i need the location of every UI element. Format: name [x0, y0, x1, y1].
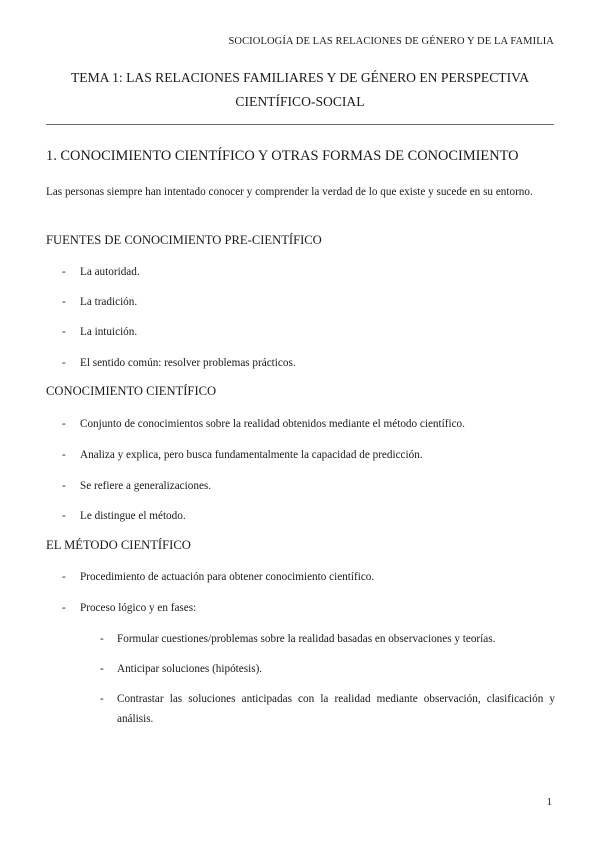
bullet-dash: -	[62, 296, 66, 308]
bullet-dash: -	[100, 663, 104, 675]
section-title: 1. CONOCIMIENTO CIENTÍFICO Y OTRAS FORMAS DE CONOCIMIENTO	[46, 148, 519, 164]
page-number: 1	[546, 796, 552, 808]
list-item-text: Proceso lógico y en fases:	[80, 602, 197, 614]
bullet-dash: -	[62, 357, 66, 369]
title-line-2: CIENTÍFICO-SOCIAL	[235, 94, 365, 109]
bullet-dash: -	[62, 418, 66, 430]
document-title	[46, 66, 554, 114]
bullet-dash: -	[62, 602, 66, 614]
bullet-dash: -	[62, 571, 66, 583]
sub-list-item-text: Anticipar soluciones (hipótesis).	[117, 663, 263, 675]
bullet-dash: -	[62, 326, 66, 338]
bullet-dash: -	[62, 510, 66, 522]
list-item-text: Le distingue el método.	[80, 510, 186, 522]
intro-paragraph: Las personas siempre han intentado conocer y comprender la verdad de lo que existe y sucede en su entorno.	[46, 186, 533, 198]
sub-list-item-text: Formular cuestiones/problemas sobre la realidad basadas en observaciones y teorías.	[117, 633, 496, 645]
sub-list-item-text: Contrastar las soluciones anticipadas con la realidad mediante observación, clasificación y análisis.	[117, 693, 555, 725]
list-item-text: Se refiere a generalizaciones.	[80, 480, 212, 492]
bullet-dash: -	[62, 266, 66, 278]
list-item-text: La intuición.	[80, 326, 138, 338]
list-item-text: La tradición.	[80, 296, 138, 308]
list-item-text: El sentido común: resolver problemas prácticos.	[80, 357, 296, 369]
subsection-heading-cientifico: CONOCIMIENTO CIENTÍFICO	[46, 384, 217, 398]
bullet-dash: -	[100, 693, 104, 705]
list-item-text: La autoridad.	[80, 266, 140, 278]
running-header: SOCIOLOGÍA DE LAS RELACIONES DE GÉNERO Y DE LA FAMILIA	[228, 36, 554, 47]
title-divider	[46, 124, 554, 125]
list-item-text: Analiza y explica, pero busca fundamentalmente la capacidad de predicción.	[80, 449, 423, 461]
title-line-1: TEMA 1: LAS RELACIONES FAMILIARES Y DE GÉNERO EN PERSPECTIVA	[70, 70, 530, 85]
bullet-dash: -	[62, 449, 66, 461]
list-item-text: Conjunto de conocimientos sobre la realidad obtenidos mediante el método científico.	[80, 418, 465, 430]
bullet-dash: -	[100, 633, 104, 645]
subsection-heading-metodo: EL MÉTODO CIENTÍFICO	[46, 538, 191, 552]
subsection-heading-pre-cientifico: FUENTES DE CONOCIMIENTO PRE-CIENTÍFICO	[46, 233, 322, 247]
bullet-dash: -	[62, 480, 66, 492]
list-item-text: Procedimiento de actuación para obtener conocimiento científico.	[80, 571, 375, 583]
